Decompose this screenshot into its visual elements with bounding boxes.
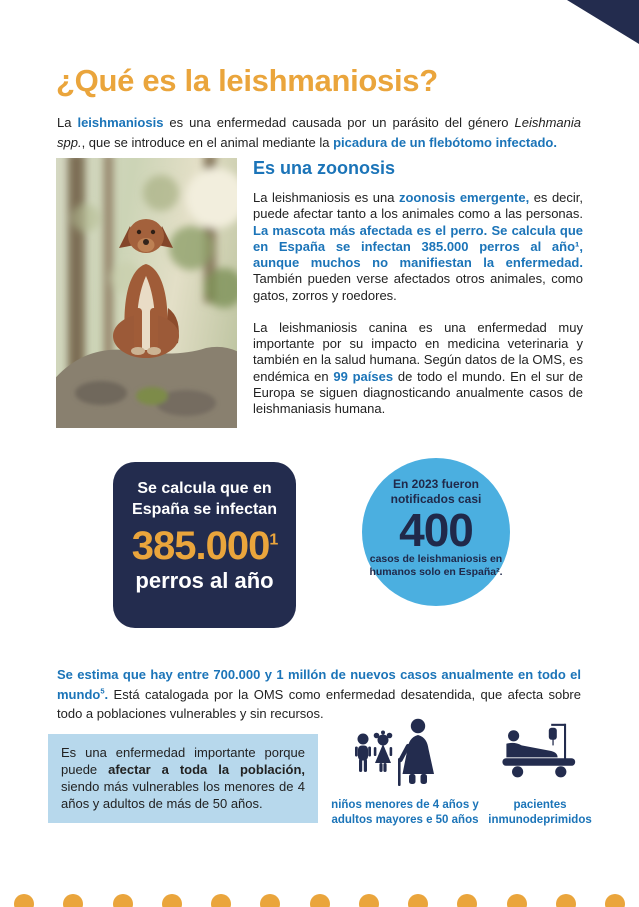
- orange-dot: [14, 894, 34, 907]
- orange-dot: [556, 894, 576, 907]
- dog-in-forest-illustration: [56, 158, 237, 428]
- zoonosis-section: [253, 158, 583, 433]
- orange-dot: [605, 894, 625, 907]
- zoonosis-paragraph-2: La leishmaniosis canina es una enfermedad muy importante por su impacto en medicina veterinaria y también en la salud humana. Según datos de la OMS, es endémica en 99 países de todo el mundo. En el sur de Europa se siguen diagnosticando anualmente casos de leishmaniasis humana.: [253, 319, 583, 416]
- stat-box-number: 385.000$^1$: [131, 523, 278, 568]
- section-heading: Es una zoonosis: [253, 158, 396, 178]
- circle-line4: humanos solo en España².: [369, 566, 503, 579]
- stat-box-line1: Se calcula que en: [137, 480, 272, 497]
- circle-number: 400: [399, 504, 473, 556]
- human-cases-stat-circle: [362, 458, 510, 606]
- intro-paragraph: La leishmaniosis es una enfermedad causada por un parásito del género Leishmania spp., que se introduce en el animal mediante la picadura de un flebótomo infectado.: [57, 115, 581, 150]
- orange-dot: [63, 894, 83, 907]
- footnote-marker: 1: [269, 531, 278, 549]
- orange-dot: [507, 894, 527, 907]
- population-importance-box: Es una enfermedad importante porque puede afectar a toda la población, siendo más vulnerables los menores de 4 años y adultos de más de 50 años.: [48, 734, 318, 823]
- orange-dot: [260, 894, 280, 907]
- footer-dots: [14, 894, 625, 907]
- stat-box-line2: España se infectan: [132, 500, 277, 518]
- circle-line2: notificados casi: [390, 492, 482, 506]
- orange-dot: [310, 894, 330, 907]
- footnote-marker: 5: [100, 686, 105, 696]
- zoonosis-paragraph-1: La leishmaniosis es una zoonosis emergente, es decir, puede afectar tanto a los animales como a las personas. La mascota más afectada es el perro. Se calcula que en España se infectan 385.000 perros al año¹, aunque muchos no manifiestan la enfermedad. También pueden verse afectados otros animales, como gatos, zorros y roedores.: [253, 190, 584, 303]
- orange-dot: [359, 894, 379, 907]
- immunocompromised-caption: pacientes inmunodeprimidos: [488, 799, 592, 826]
- worldwide-estimate-paragraph: Se estima que hay entre 700.000 y 1 millón de nuevos casos anualmente en todo el mundo$^5$. Está catalogada por la OMS como enfermedad desatendida, que afecta sobre todo a poblaciones vulnerables y sin recursos.: [57, 667, 581, 721]
- children-and-elderly-icon: [352, 716, 452, 794]
- family-caption: niños menores de 4 años y adultos mayores e 50 años: [331, 799, 479, 826]
- infected-dogs-stat-box: [113, 462, 296, 628]
- orange-dot: [211, 894, 231, 907]
- page-title: ¿Qué es la leishmaniosis?: [56, 62, 438, 98]
- orange-dot: [113, 894, 133, 907]
- dog-photo: [56, 158, 237, 428]
- stat-box-line3: perros al año: [135, 567, 274, 593]
- orange-dot: [162, 894, 182, 907]
- corner-triangle-decoration: [567, 0, 639, 44]
- circle-line3: casos de leishmaniosis en: [369, 553, 503, 565]
- orange-dot: [408, 894, 428, 907]
- circle-line1: En 2023 fueron: [392, 477, 480, 491]
- orange-dot: [457, 894, 477, 907]
- patient-hospital-bed-icon: [500, 722, 580, 780]
